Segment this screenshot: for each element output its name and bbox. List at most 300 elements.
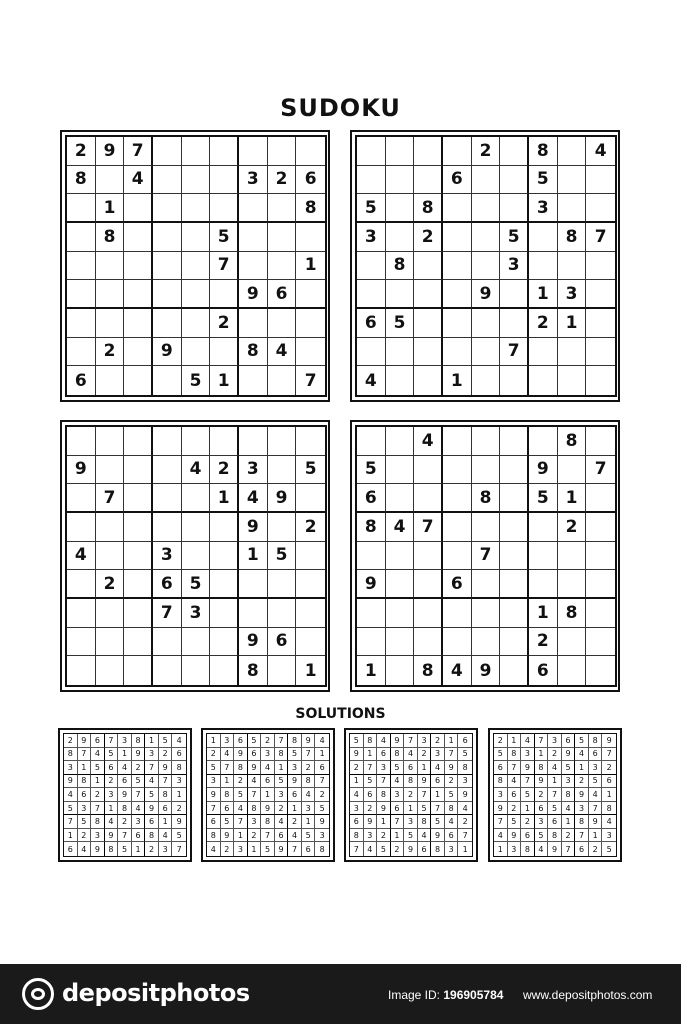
sudoku-cell: [67, 513, 96, 542]
sudoku-cell: 3: [182, 599, 211, 628]
sudoku-cell: 6: [78, 788, 92, 802]
sudoku-cell: [96, 542, 125, 571]
sudoku-cell: 6: [159, 802, 173, 816]
sudoku-cell: 8: [414, 656, 443, 685]
sudoku-cell: [153, 513, 182, 542]
sudoku-cell: [268, 427, 297, 456]
camera-logo-icon: [22, 978, 54, 1010]
sudoku-cell: 2: [548, 748, 562, 762]
sudoku-cell: 1: [248, 842, 262, 856]
sudoku-cell: 3: [562, 775, 576, 789]
sudoku-cell: [386, 656, 415, 685]
sudoku-cell: [443, 542, 472, 571]
sudoku-cell: 3: [602, 829, 616, 843]
sudoku-cell: [153, 166, 182, 195]
sudoku-cell: 9: [377, 802, 391, 816]
sudoku-cell: 8: [377, 788, 391, 802]
sudoku-cell: 5: [221, 815, 235, 829]
sudoku-cell: [67, 599, 96, 628]
sudoku-cell: 8: [558, 599, 587, 628]
sudoku-cell: 7: [304, 370, 317, 391]
sudoku-cell: [586, 194, 615, 223]
sudoku-cell: 5: [377, 842, 391, 856]
sudoku-cell: 4: [548, 761, 562, 775]
sudoku-cell: [239, 194, 268, 223]
sudoku-cell: 4: [535, 842, 549, 856]
sudoku-cell: 2: [288, 815, 302, 829]
sudoku-cell: 1: [548, 775, 562, 789]
sudoku-cell: [67, 223, 96, 252]
sudoku-cell: 7: [234, 815, 248, 829]
sudoku-cell: 9: [153, 338, 182, 367]
sudoku-cell: [182, 137, 211, 166]
sudoku-cell: [414, 309, 443, 338]
sudoku-cell: [500, 194, 529, 223]
sudoku-cell: [268, 309, 297, 338]
sudoku-cell: 2: [391, 842, 405, 856]
sudoku-cell: 3: [132, 815, 146, 829]
sudoku-cell: 7: [153, 599, 182, 628]
sudoku-cell: 6: [145, 815, 159, 829]
sudoku-cell: 8: [78, 775, 92, 789]
sudoku-cell: 2: [494, 734, 508, 748]
sudoku-cell: 5: [302, 829, 316, 843]
sudoku-cell: 5: [315, 802, 329, 816]
sudoku-cell: 1: [288, 802, 302, 816]
sudoku-cell: [153, 280, 182, 309]
sudoku-cell: 9: [207, 788, 221, 802]
sudoku-cell: 7: [350, 842, 364, 856]
sudoku-cell: 7: [207, 802, 221, 816]
sudoku-cell: 8: [302, 775, 316, 789]
sudoku-cell: 4: [431, 761, 445, 775]
sudoku-cell: [414, 137, 443, 166]
sudoku-cell: 1: [562, 815, 576, 829]
sudoku-cell: 1: [462, 844, 468, 854]
sudoku-cell: [586, 628, 615, 657]
sudoku-cell: 7: [364, 761, 378, 775]
sudoku-cell: 1: [575, 761, 589, 775]
footer-bar: [0, 964, 681, 1024]
sudoku-cell: 8: [67, 166, 96, 195]
sudoku-cell: 5: [64, 802, 78, 816]
sudoku-cell: [443, 599, 472, 628]
puzzle-4: [350, 420, 620, 692]
sudoku-cell: [239, 252, 268, 281]
sudoku-cell: [210, 137, 239, 166]
sudoku-cell: 5: [500, 223, 529, 252]
sudoku-cell: 6: [105, 761, 119, 775]
sudoku-cell: 7: [210, 252, 239, 281]
sudoku-cell: 6: [288, 788, 302, 802]
sudoku-cell: [67, 280, 96, 309]
sudoku-cell: [586, 427, 615, 456]
sudoku-cell: [239, 570, 268, 599]
sudoku-cell: 3: [239, 166, 268, 195]
sudoku-cell: 9: [248, 761, 262, 775]
sudoku-cell: 5: [118, 842, 132, 856]
sudoku-cell: 9: [64, 775, 78, 789]
sudoku-cell: [296, 570, 325, 599]
sudoku-cell: 6: [234, 734, 248, 748]
sudoku-cell: 9: [145, 802, 159, 816]
sudoku-cell: 4: [182, 456, 211, 485]
sudoku-cell: 6: [315, 761, 329, 775]
sudoku-cell: [357, 542, 386, 571]
sudoku-cell: 8: [105, 842, 119, 856]
sudoku-cell: [268, 599, 297, 628]
sudoku-cell: 8: [159, 788, 173, 802]
sudoku-cell: 7: [472, 542, 501, 571]
sudoku-cell: [558, 252, 587, 281]
sudoku-cell: [500, 484, 529, 513]
sudoku-cell: 3: [494, 788, 508, 802]
sudoku-cell: [210, 628, 239, 657]
sudoku-cell: 8: [589, 734, 603, 748]
sudoku-cell: [386, 280, 415, 309]
sudoku-cell: [443, 338, 472, 367]
sudoku-cell: 2: [132, 761, 146, 775]
sudoku-cell: 4: [64, 788, 78, 802]
sudoku-cell: [96, 513, 125, 542]
sudoku-cell: [414, 456, 443, 485]
sudoku-cell: 9: [315, 815, 329, 829]
sudoku-cell: [386, 570, 415, 599]
sudoku-cell: [182, 513, 211, 542]
sudoku-cell: 2: [575, 775, 589, 789]
sudoku-cell: [558, 166, 587, 195]
sudoku-cell: 7: [548, 788, 562, 802]
sudoku-cell: [386, 338, 415, 367]
sudoku-cell: 4: [261, 761, 275, 775]
sudoku-cell: 7: [159, 775, 173, 789]
sudoku-cell: 6: [268, 280, 297, 309]
sudoku-cell: 6: [458, 734, 472, 748]
sudoku-cell: 2: [221, 842, 235, 856]
sudoku-cell: [124, 194, 153, 223]
sudoku-cell: 6: [391, 802, 405, 816]
sudoku-cell: 1: [118, 748, 132, 762]
sudoku-cell: 3: [418, 734, 432, 748]
sudoku-cell: [558, 194, 587, 223]
sudoku-cell: 2: [207, 748, 221, 762]
sudoku-cell: 8: [132, 734, 146, 748]
sudoku-cell: 7: [288, 842, 302, 856]
sudoku-cell: 4: [91, 748, 105, 762]
sudoku-cell: [124, 427, 153, 456]
sudoku-cell: 5: [562, 761, 576, 775]
sudoku-cell: [529, 542, 558, 571]
sudoku-cell: [124, 309, 153, 338]
sudoku-cell: 7: [535, 734, 549, 748]
sudoku-cell: 1: [304, 660, 317, 681]
sudoku-cell: [472, 166, 501, 195]
sudoku-cell: [67, 338, 96, 367]
sudoku-cell: 3: [589, 761, 603, 775]
sudoku-cell: 8: [418, 815, 432, 829]
sudoku-cell: 5: [529, 484, 558, 513]
sudoku-cell: 6: [296, 166, 325, 195]
sudoku-cell: [124, 366, 153, 395]
sudoku-cell: 8: [575, 815, 589, 829]
sudoku-cell: 6: [357, 309, 386, 338]
sudoku-cell: [586, 166, 615, 195]
sudoku-cell: 9: [535, 775, 549, 789]
sudoku-cell: 5: [91, 761, 105, 775]
sudoku-cell: 6: [67, 366, 96, 395]
sudoku-cell: 4: [268, 338, 297, 367]
sudoku-cell: [472, 366, 501, 395]
sudoku-cell: 9: [589, 815, 603, 829]
sudoku-cell: [96, 366, 125, 395]
sudoku-cell: 2: [64, 734, 78, 748]
sudoku-cell: 5: [132, 775, 146, 789]
sudoku-cell: 1: [96, 194, 125, 223]
sudoku-cell: [386, 223, 415, 252]
sudoku-cell: [268, 456, 297, 485]
sudoku-cell: 2: [589, 842, 603, 856]
sudoku-cell: 3: [105, 788, 119, 802]
sudoku-cell: [586, 338, 615, 367]
image-id-label: Image ID:: [388, 988, 444, 1002]
sudoku-cell: 5: [350, 734, 364, 748]
sudoku-cell: 3: [377, 761, 391, 775]
sudoku-cell: 6: [443, 166, 472, 195]
sudoku-cell: 3: [500, 252, 529, 281]
sudoku-cell: 8: [172, 761, 186, 775]
sudoku-cell: 3: [172, 775, 186, 789]
sudoku-cell: [96, 656, 125, 685]
sudoku-cell: 4: [443, 656, 472, 685]
sudoku-cell: 9: [575, 788, 589, 802]
sudoku-cell: 6: [521, 829, 535, 843]
site-url[interactable]: www.depositphotos.com: [523, 988, 653, 1002]
solution-1: [58, 728, 192, 862]
sudoku-cell: 8: [458, 761, 472, 775]
sudoku-cell: 4: [575, 748, 589, 762]
sudoku-cell: 8: [414, 194, 443, 223]
sudoku-cell: [500, 599, 529, 628]
sudoku-cell: [268, 570, 297, 599]
sudoku-cell: [296, 309, 325, 338]
sudoku-cell: [558, 366, 587, 395]
sudoku-cell: 2: [558, 513, 587, 542]
sudoku-cell: 9: [67, 456, 96, 485]
sudoku-cell: 2: [105, 775, 119, 789]
sudoku-cell: 3: [78, 802, 92, 816]
sudoku-cell: [268, 252, 297, 281]
sudoku-cell: 2: [364, 802, 378, 816]
sudoku-cell: [124, 628, 153, 657]
sudoku-cell: 4: [315, 734, 329, 748]
sudoku-cell: [96, 166, 125, 195]
sudoku-cell: 8: [248, 802, 262, 816]
sudoku-cell: [182, 656, 211, 685]
sudoku-cell: 7: [494, 815, 508, 829]
sudoku-cell: 1: [64, 829, 78, 843]
sudoku-cell: 8: [494, 775, 508, 789]
sudoku-cell: 5: [418, 802, 432, 816]
sudoku-cell: [239, 137, 268, 166]
sudoku-cell: [529, 366, 558, 395]
sudoku-cell: [386, 542, 415, 571]
sudoku-cell: 2: [275, 802, 289, 816]
sudoku-cell: [210, 338, 239, 367]
sudoku-cell: 1: [418, 761, 432, 775]
sudoku-cell: 6: [548, 815, 562, 829]
sudoku-cell: 3: [118, 734, 132, 748]
sudoku-cell: 2: [529, 309, 558, 338]
sudoku-cell: 8: [472, 484, 501, 513]
sudoku-cell: [182, 338, 211, 367]
sudoku-cell: 9: [602, 734, 616, 748]
sudoku-cell: [182, 223, 211, 252]
sudoku-cell: [500, 542, 529, 571]
sudoku-cell: 8: [445, 802, 459, 816]
sudoku-cell: [268, 223, 297, 252]
sudoku-cell: 5: [357, 194, 386, 223]
sudoku-cell: 2: [377, 829, 391, 843]
sudoku-cell: [124, 280, 153, 309]
sudoku-cell: 1: [302, 815, 316, 829]
sudoku-cell: 7: [261, 829, 275, 843]
sudoku-cell: 1: [234, 829, 248, 843]
sudoku-cell: 7: [96, 484, 125, 513]
sudoku-cell: 6: [443, 570, 472, 599]
sudoku-cell: 4: [248, 775, 262, 789]
sudoku-cell: [210, 427, 239, 456]
sudoku-cell: 8: [261, 815, 275, 829]
sudoku-cell: 3: [221, 734, 235, 748]
sudoku-cell: 8: [275, 748, 289, 762]
sudoku-cell: 7: [404, 734, 418, 748]
sudoku-cell: [124, 542, 153, 571]
sudoku-cell: [67, 628, 96, 657]
sudoku-cell: 3: [357, 223, 386, 252]
sudoku-cell: [153, 223, 182, 252]
sudoku-cell: 1: [443, 366, 472, 395]
sudoku-cell: [153, 456, 182, 485]
sudoku-cell: 2: [210, 309, 239, 338]
sudoku-cell: 8: [521, 842, 535, 856]
sudoku-cell: 6: [357, 484, 386, 513]
puzzle-1: [60, 130, 330, 402]
sudoku-cell: [386, 599, 415, 628]
sudoku-cell: 8: [91, 815, 105, 829]
sudoku-cell: 5: [248, 734, 262, 748]
sudoku-cell: 6: [535, 802, 549, 816]
sudoku-cell: [96, 309, 125, 338]
sudoku-cell: 3: [558, 280, 587, 309]
puzzle-3: [60, 420, 330, 692]
sudoku-cell: 9: [288, 775, 302, 789]
sudoku-cell: 3: [575, 802, 589, 816]
sudoku-cell: [182, 166, 211, 195]
sudoku-cell: [558, 570, 587, 599]
sudoku-cell: [182, 309, 211, 338]
sudoku-cell: 2: [96, 338, 125, 367]
sudoku-cell: [586, 252, 615, 281]
sudoku-cell: 4: [364, 842, 378, 856]
sudoku-cell: [443, 223, 472, 252]
sudoku-cell: [529, 570, 558, 599]
sudoku-cell: 2: [418, 748, 432, 762]
sudoku-cell: 8: [221, 788, 235, 802]
sudoku-cell: 9: [404, 842, 418, 856]
sudoku-cell: 6: [350, 815, 364, 829]
sudoku-cell: [239, 599, 268, 628]
sudoku-cell: 8: [558, 427, 587, 456]
sudoku-cell: 3: [302, 802, 316, 816]
sudoku-cell: [414, 366, 443, 395]
sudoku-cell: 9: [548, 842, 562, 856]
sudoku-cell: 7: [431, 802, 445, 816]
page-title: SUDOKU: [280, 94, 401, 122]
sudoku-cell: 4: [404, 748, 418, 762]
sudoku-cell: 2: [248, 829, 262, 843]
brand-logo[interactable]: depositphotos: [62, 979, 250, 1007]
sudoku-cell: [500, 427, 529, 456]
sudoku-cell: 5: [606, 844, 612, 854]
sudoku-cell: 9: [391, 734, 405, 748]
sudoku-cell: [558, 456, 587, 485]
sudoku-cell: 6: [529, 656, 558, 685]
sudoku-cell: 4: [78, 842, 92, 856]
sudoku-cell: 1: [159, 815, 173, 829]
sudoku-cell: 3: [153, 542, 182, 571]
sudoku-cell: 2: [78, 829, 92, 843]
sudoku-cell: 6: [153, 570, 182, 599]
sudoku-cell: 7: [500, 338, 529, 367]
sudoku-cell: [386, 366, 415, 395]
sudoku-cell: 4: [377, 734, 391, 748]
sudoku-cell: 8: [404, 775, 418, 789]
sudoku-cell: 9: [431, 829, 445, 843]
sudoku-cell: 3: [275, 788, 289, 802]
sudoku-cell: 9: [494, 802, 508, 816]
sudoku-cell: 9: [275, 842, 289, 856]
sudoku-cell: 7: [586, 223, 615, 252]
sudoku-cell: [357, 252, 386, 281]
sudoku-cell: 9: [159, 761, 173, 775]
sudoku-cell: 2: [529, 628, 558, 657]
sudoku-cell: 7: [124, 137, 153, 166]
sudoku-cell: 9: [261, 802, 275, 816]
sudoku-cell: [67, 309, 96, 338]
sudoku-cell: [472, 628, 501, 657]
sudoku-cell: 2: [458, 815, 472, 829]
sudoku-cell: 1: [445, 734, 459, 748]
sudoku-cell: [414, 570, 443, 599]
sudoku-cell: 9: [472, 656, 501, 685]
sudoku-cell: 1: [508, 734, 522, 748]
sudoku-cell: 3: [248, 815, 262, 829]
sudoku-cell: 8: [529, 137, 558, 166]
sudoku-cell: [586, 484, 615, 513]
sudoku-cell: 4: [67, 542, 96, 571]
sudoku-cell: 4: [386, 513, 415, 542]
sudoku-cell: [124, 513, 153, 542]
sudoku-cell: 2: [472, 137, 501, 166]
sudoku-cell: [67, 570, 96, 599]
sudoku-cell: [500, 570, 529, 599]
sudoku-cell: 1: [494, 842, 508, 856]
sudoku-cell: 9: [91, 842, 105, 856]
sudoku-cell: [529, 513, 558, 542]
sudoku-cell: [529, 427, 558, 456]
sudoku-cell: 5: [145, 788, 159, 802]
sudoku-cell: 8: [319, 844, 325, 854]
